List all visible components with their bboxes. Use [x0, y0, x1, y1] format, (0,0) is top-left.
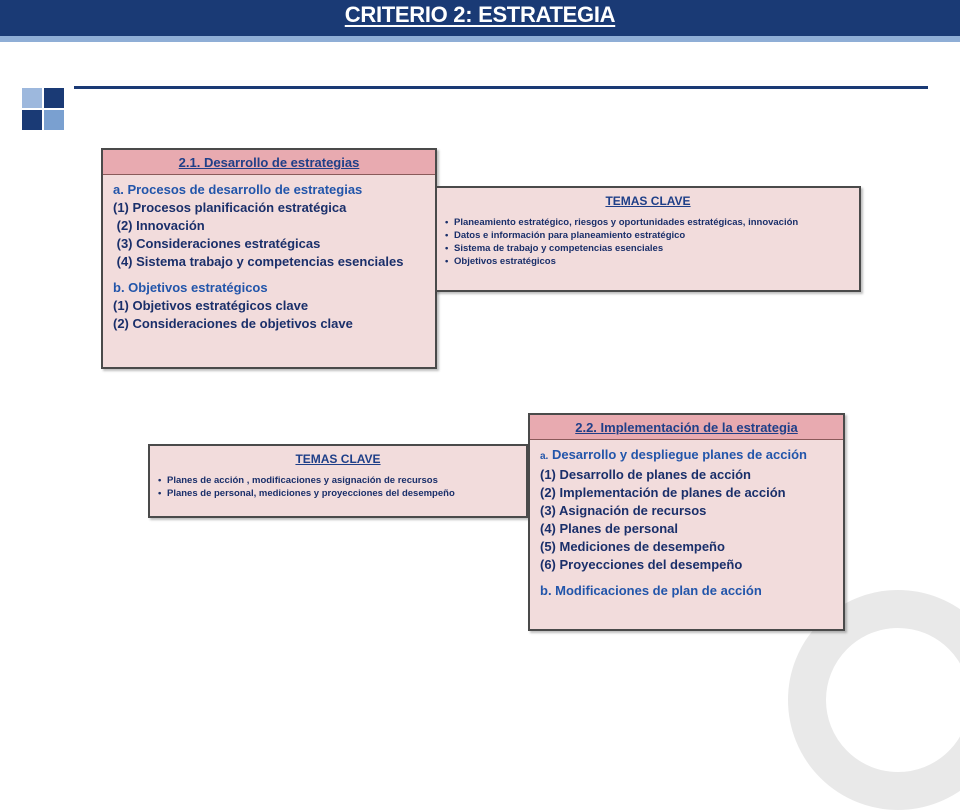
list-item: (4) Sistema trabajo y competencias esenciales	[113, 254, 404, 269]
list-item: • Datos e información para planeamiento estratégico	[445, 229, 859, 242]
squares-logo-icon	[22, 88, 66, 132]
part-a-label: Desarrollo y despliegue planes de acción	[548, 447, 807, 462]
list-item: • Planes de acción , modificaciones y asignación de recursos	[158, 474, 526, 487]
list-item: (2) Innovación	[113, 218, 205, 233]
section-2-1-part-b: b. Objetivos estratégicos	[113, 280, 268, 295]
temas-clave-list-2	[150, 474, 526, 500]
list-item: • Sistema de trabajo y competencias esenciales	[445, 242, 859, 255]
temas-clave-title-1: TEMAS CLAVE	[605, 194, 691, 208]
list-item: • Planes de personal, mediciones y proyecciones del desempeño	[158, 487, 526, 500]
list-item: (2) Consideraciones de objetivos clave	[113, 316, 353, 331]
page-title: CRITERIO 2: ESTRATEGIA	[344, 2, 616, 27]
temas-clave-list-1	[437, 216, 859, 268]
list-item: (2) Implementación de planes de acción	[540, 485, 786, 500]
list-item: (6) Proyecciones del desempeño	[540, 557, 743, 572]
temas-clave-box-1	[435, 186, 861, 292]
temas-clave-title-2: TEMAS CLAVE	[295, 452, 381, 466]
list-item: (1) Procesos planificación estratégica	[113, 200, 347, 215]
section-2-1-header: 2.1. Desarrollo de estrategias	[103, 150, 435, 175]
section-2-2-part-a	[540, 446, 833, 466]
section-2-2-part-b: b. Modificaciones de plan de acción	[540, 583, 762, 598]
section-2-2-header: 2.2. Implementación de la estrategia	[530, 415, 843, 440]
section-2-1-panel	[101, 148, 437, 369]
header-divider	[74, 86, 928, 89]
section-2-1-part-a: a. Procesos de desarrollo de estrategias	[113, 182, 363, 197]
list-item: • Objetivos estratégicos	[445, 255, 859, 268]
section-2-2-panel	[528, 413, 845, 631]
part-a-prefix: a.	[540, 451, 549, 462]
list-item: (1) Objetivos estratégicos clave	[113, 298, 309, 313]
list-item: (4) Planes de personal	[540, 521, 678, 536]
list-item: (3) Asignación de recursos	[540, 503, 707, 518]
temas-clave-box-2	[148, 444, 528, 518]
list-item: • Planeamiento estratégico, riesgos y oportunidades estratégicas, innovación	[445, 216, 859, 229]
section-2-2-body	[530, 440, 843, 606]
list-item: (3) Consideraciones estratégicas	[113, 236, 321, 251]
section-2-1-body	[103, 175, 435, 339]
list-item: (1) Desarrollo de planes de acción	[540, 467, 751, 482]
title-bar-underline	[0, 36, 960, 42]
list-item: (5) Mediciones de desempeño	[540, 539, 725, 554]
